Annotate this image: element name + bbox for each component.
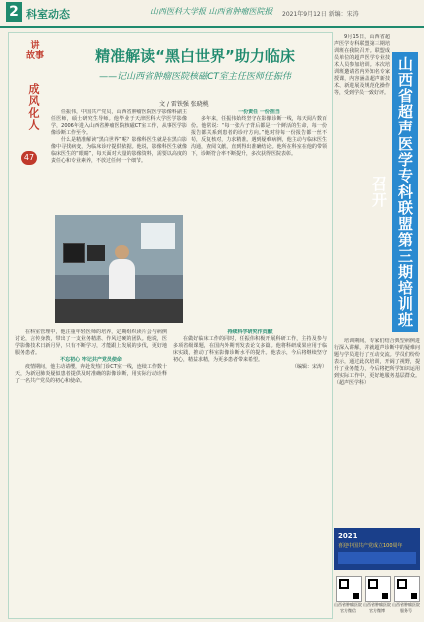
lower-left-text2: 疫情期间，他主动请缨，奔赴发热门诊CT室一线，连续工作数十天，为新冠肺炎疑似患者提供及时准确的影像诊断，用实际行动诠释了一名共产党员的初心和使命。 (15, 364, 167, 384)
sidebar-bottom (334, 338, 420, 526)
lower-left-heading: 不忘初心 牢记共产党员使命 (60, 357, 122, 363)
stamp-line1: 讲 (30, 41, 40, 51)
desk (55, 299, 183, 323)
dateline: 2021年9月12日 新编：宋涛 (282, 11, 359, 18)
lower-right-heading: 持续科学研究作贡献 (227, 329, 273, 335)
lower-right-text: 在做好临床工作的同时，任振伟积极开展科研工作，主持及参与多项省级课题，在国内外期刊发表论文多篇。他将科研成果应用于临床实践，推动了科室影像诊断水平的提升。他表示，今后将继续坚守初心，精益求精，为更多患者带来希望。 (173, 336, 327, 363)
ad-subtitle: 喜迎中国共产党成立100周年 (338, 543, 403, 549)
column-2 (191, 109, 327, 323)
issue-badge: 47 (21, 151, 37, 165)
stamp-line2: 故事 (25, 51, 44, 61)
qr-code-row (334, 574, 420, 618)
story-stamp (13, 41, 57, 61)
byline: 文 / 雷铁强 张晓桃 (159, 101, 209, 108)
ad-title: 2021 (338, 532, 358, 540)
qr-label: 山西省肿瘤医院官方微信 (334, 602, 362, 613)
column-3 (15, 329, 167, 613)
article-subtitle: ——记山西省肿瘤医院核磁CT室主任医师任振伟 (99, 72, 291, 82)
col2-text: 多年来，任振伟始终坚守在影像诊断一线，每天阅片数百份。他常说：“每一张片子背后都是一个鲜活的生命，每一份报告都关系到患者的诊疗方向。”他对待每一份报告都一丝不苟，反复核对，力求精准。遇到疑难病例，他主动与临床医生沟通，查阅文献，直到得出准确结论。他所在科室在他的带领下，诊断符合率不断提升，多次获得医院表彰。 (191, 116, 327, 157)
main-article (8, 32, 333, 619)
page-number: 2 (6, 2, 22, 22)
ad-banner-strip (338, 552, 416, 564)
section-title: 科室动态 (26, 8, 70, 21)
sidebar-banner-title: 山西省超声医学专科联盟第三期培训班召开 (392, 52, 418, 332)
monitor-icon (87, 245, 105, 261)
qr-code-icon[interactable] (365, 576, 391, 602)
qr-label: 山西省肿瘤医院服务号 (392, 602, 420, 613)
intro-paragraph (51, 109, 187, 213)
sign-off: （编辑：宋涛） (291, 364, 327, 370)
qr-code-icon[interactable] (336, 576, 362, 602)
intro-text: 任振伟，中国共产党员，山西省肿瘤医院医学影像科副主任医师，硕士研究生导师。他毕业于天津医科大学医学影像学，2006年进入山西省肿瘤医院核磁CT室工作，从事医学影像诊断工作至今。 (51, 109, 187, 136)
qr-code-icon[interactable] (394, 576, 420, 602)
monitor-icon (63, 243, 85, 263)
column-name: 成风化人 (27, 83, 40, 131)
page-header (0, 0, 424, 28)
qr-label: 山西省肿瘤医院官方微博 (363, 602, 391, 613)
sidebar-bottom-text: 培训期间，专家们结合典型病例进行深入讲解，并就超声诊断中的疑难问题与学员进行了互动交流。学员们纷纷表示，通过此次培训，开阔了视野，提升了业务能力，今后将把所学知识运用到实际工作中，更好地服务基层群众。（超声医学科） (334, 338, 420, 386)
sidebar-text: 9月15日，山西省超声医学专科联盟第三期培训班在我院召开。联盟成员单位的超声医学专业技术人员参加培训。本次培训班邀请省内外知名专家授课，内容涵盖超声新技术、新进展及规范化操作等，受到学员一致好评。 (334, 34, 390, 96)
article-title: 精准解读“黑白世界”助力临床 (95, 47, 295, 65)
masthead: 山西医科大学报 山西省肿瘤医院报 (150, 7, 273, 16)
lightbox-icon (141, 223, 175, 249)
col1-text: 什么是精准解读“黑白世界”呢？影像科医生就是在黑白影像中寻找病变，为临床诊疗提供依据。他说，影像科医生就像临床医生的“眼睛”，每天面对大量的影像资料，需要以高度的责任心和专业素养，不放过任何一个细节。 (51, 137, 187, 164)
anniversary-ad (334, 528, 420, 570)
doctor-head (115, 245, 129, 259)
doctor-photo (55, 215, 183, 323)
col2-heading: 一份责任 一份担当 (238, 109, 280, 115)
lower-left-text: 在科室管理中，他注重年轻医师的培养，定期组织读片会与病例讨论，言传身教，带出了一支业务精湛、作风过硬的团队。他说，医学影像技术日新月异，只有不断学习，才能跟上发展的步伐，更好地服务患者。 (15, 329, 167, 356)
column-4 (173, 329, 327, 613)
